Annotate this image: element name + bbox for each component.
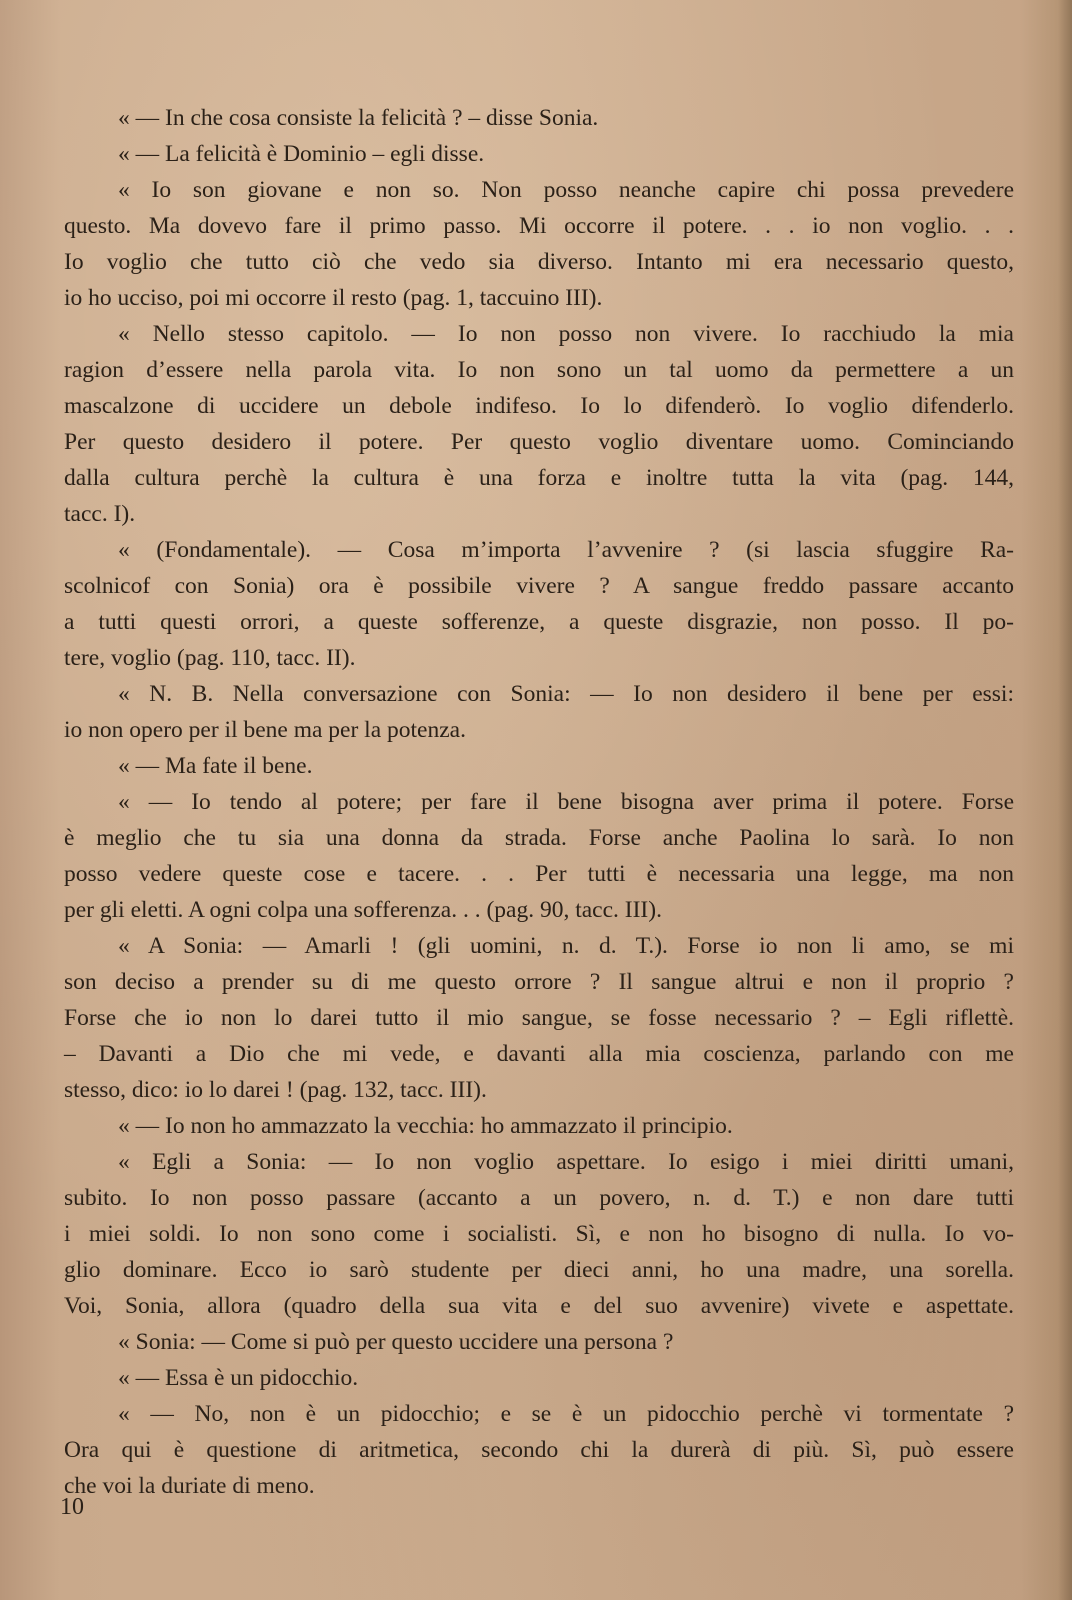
text-line: – Davanti a Dio che mi vede, e davanti alla mia coscienza, parlando con me — [64, 1041, 1014, 1067]
text-line: i miei soldi. Io non sono come i socialisti. Sì, e non ho bisogno di nulla. Io vo- — [64, 1221, 1014, 1247]
text-line: è meglio che tu sia una donna da strada. Forse anche Paolina lo sarà. Io non — [64, 825, 1014, 851]
text-line: dalla cultura perchè la cultura è una forza e inoltre tutta la vita (pag. 144, — [64, 465, 1014, 491]
text-line: scolnicof con Sonia) ora è possibile vivere ? A sangue freddo passare accanto — [64, 573, 1014, 599]
text-line: « — No, non è un pidocchio; e se è un pidocchio perchè vi tormentate ? — [118, 1401, 1014, 1427]
text-line: son deciso a prender su di me questo orrore ? Il sangue altrui e non il proprio ? — [64, 969, 1014, 995]
text-line: io non opero per il bene ma per la potenza. — [64, 717, 466, 743]
text-line: tacc. I). — [64, 501, 136, 527]
text-line: « Io son giovane e non so. Non posso neanche capire chi possa prevedere — [118, 177, 1014, 203]
text-line: « Nello stesso capitolo. — Io non posso non vivere. Io racchiudo la mia — [118, 321, 1014, 347]
text-line: questo. Ma dovevo fare il primo passo. Mi occorre il potere. . . io non voglio. . . — [64, 213, 1014, 239]
text-line: Voi, Sonia, allora (quadro della sua vita e del suo avvenire) vivete e aspettate. — [64, 1293, 1014, 1319]
text-line: « — Ma fate il bene. — [118, 753, 313, 779]
text-line: Ora qui è questione di aritmetica, secondo chi la durerà di più. Sì, può essere — [64, 1437, 1014, 1463]
text-line: ragion d’essere nella parola vita. Io non sono un tal uomo da permettere a un — [64, 357, 1014, 383]
text-line: « Sonia: — Come si può per questo uccidere una persona ? — [118, 1329, 674, 1355]
text-line: posso vedere queste cose e tacere. . . Per tutti è necessaria una legge, ma non — [64, 861, 1014, 887]
text-line: « — Io non ho ammazzato la vecchia: ho ammazzato il principio. — [118, 1113, 733, 1139]
text-line: « — In che cosa consiste la felicità ? – disse Sonia. — [118, 105, 599, 131]
page-number: 10 — [60, 1494, 84, 1520]
text-line: Forse che io non lo darei tutto il mio sangue, se fosse necessario ? – Egli riflettè. — [64, 1005, 1014, 1031]
body-text — [64, 100, 1014, 1504]
text-line: « Egli a Sonia: — Io non voglio aspettare. Io esigo i miei diritti umani, — [118, 1149, 1014, 1175]
text-line: io ho ucciso, poi mi occorre il resto (pag. 1, taccuino III). — [64, 285, 603, 311]
text-line: glio dominare. Ecco io sarò studente per dieci anni, ho una madre, una sorella. — [64, 1257, 1014, 1283]
text-line: Per questo desidero il potere. Per questo voglio diventare uomo. Cominciando — [64, 429, 1014, 455]
text-line: stesso, dico: io lo darei ! (pag. 132, tacc. III). — [64, 1077, 487, 1103]
text-line: « N. B. Nella conversazione con Sonia: — Io non desidero il bene per essi: — [118, 681, 1014, 707]
text-line: per gli eletti. A ogni colpa una sofferenza. . . (pag. 90, tacc. III). — [64, 897, 662, 923]
text-line: « (Fondamentale). — Cosa m’importa l’avvenire ? (si lascia sfuggire Ra- — [118, 537, 1014, 563]
text-line: tere, voglio (pag. 110, tacc. II). — [64, 645, 356, 671]
text-line: a tutti questi orrori, a queste sofferenze, a queste disgrazie, non posso. Il po- — [64, 609, 1014, 635]
text-line: « — La felicità è Dominio – egli disse. — [118, 141, 485, 167]
text-line: « A Sonia: — Amarli ! (gli uomini, n. d. T.). Forse io non li amo, se mi — [118, 933, 1014, 959]
text-line: Io voglio che tutto ciò che vedo sia diverso. Intanto mi era necessario questo, — [64, 249, 1014, 275]
text-line: « — Io tendo al potere; per fare il bene bisogna aver prima il potere. Forse — [118, 789, 1014, 815]
text-line: che voi la duriate di meno. — [64, 1473, 315, 1499]
text-line: subito. Io non posso passare (accanto a un povero, n. d. T.) e non dare tutti — [64, 1185, 1014, 1211]
text-line: « — Essa è un pidocchio. — [118, 1365, 359, 1391]
text-line: mascalzone di uccidere un debole indifeso. Io lo difenderò. Io voglio difenderlo. — [64, 393, 1014, 419]
page-edge-shadow — [1058, 0, 1072, 1600]
